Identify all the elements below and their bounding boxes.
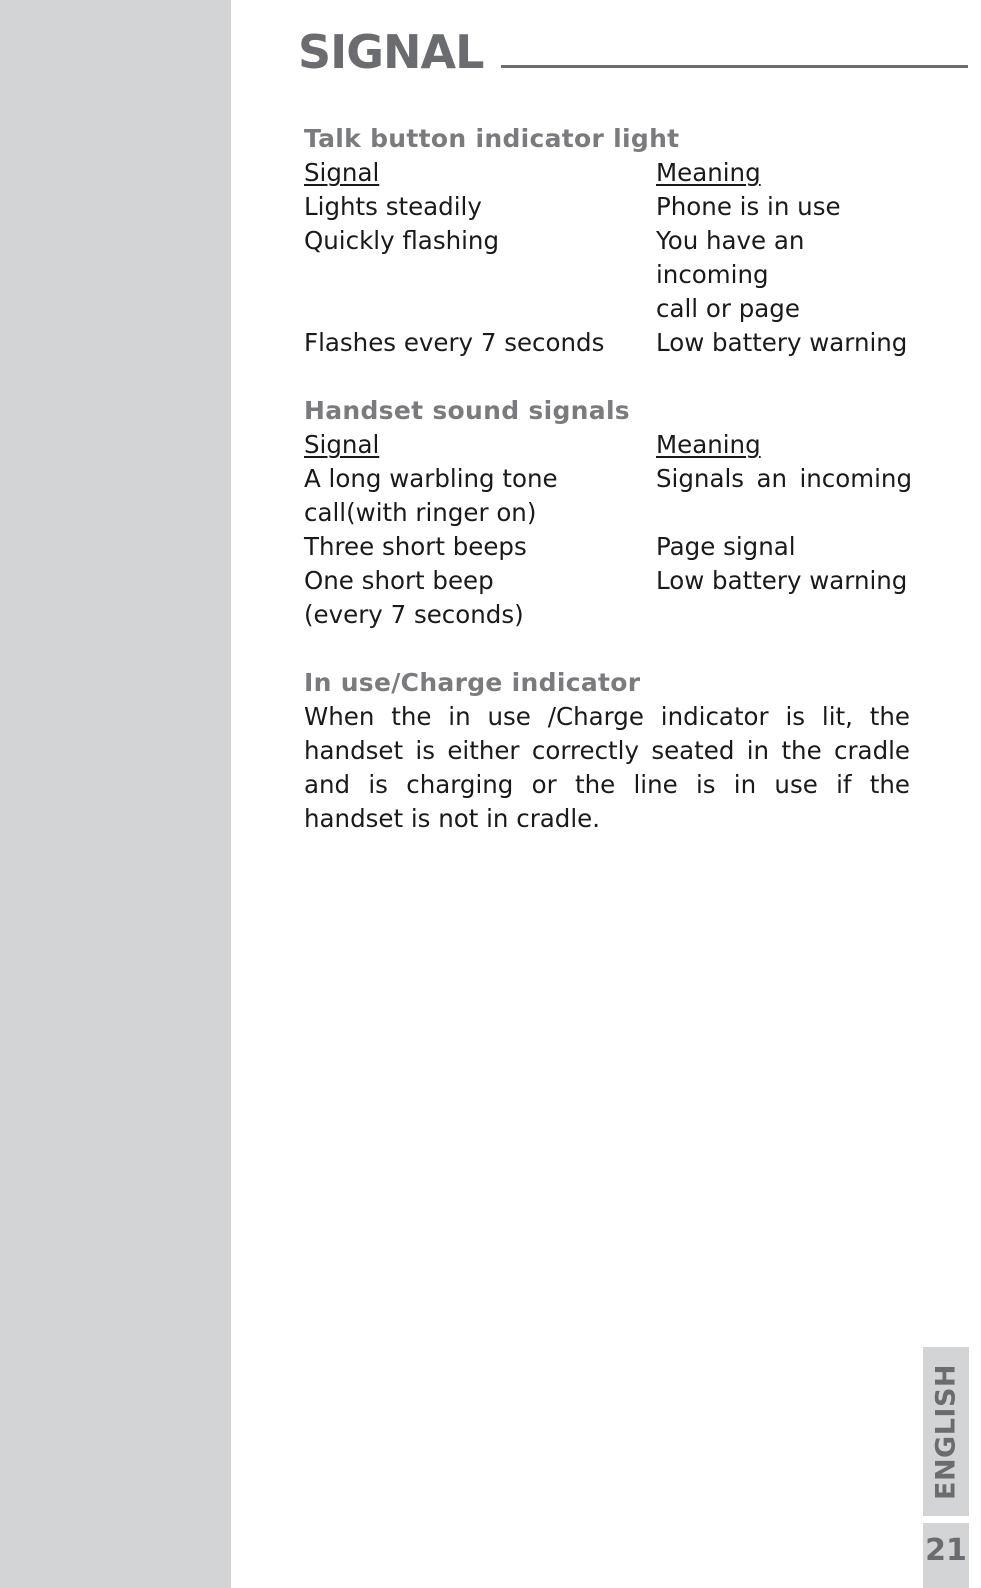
section-heading-in-use-charge: In use/Charge indicator (304, 668, 641, 697)
table-row-continuation (304, 292, 912, 326)
content (304, 122, 912, 836)
meaning-cell: You have an incoming (656, 226, 805, 289)
column-header-meaning: Meaning (656, 430, 761, 459)
table-row-continuation (304, 598, 912, 632)
meaning-cell: Low battery warning (656, 328, 908, 357)
section-heading-handset-sound: Handset sound signals (304, 396, 630, 425)
table-row (304, 224, 912, 292)
in-use-charge-paragraph: When the in use /Charge indicator is lit, the handset is either correctly seated in the cradle and is charging or the line is in use if the handset is not in cradle. (304, 702, 910, 833)
table-header (304, 156, 912, 190)
page-title: SIGNAL (298, 25, 484, 79)
table-row (304, 190, 912, 224)
language-label: ENGLISH (930, 1363, 962, 1500)
signal-cell: A long warbling tone (304, 464, 558, 493)
page-number-box (923, 1523, 969, 1588)
signal-cell: One short beep (304, 566, 494, 595)
table-row-continuation (304, 496, 912, 530)
section-heading-talk-button: Talk button indicator light (304, 124, 680, 153)
signal-cell: Lights steadily (304, 192, 482, 221)
meaning-cell: call or page (656, 294, 800, 323)
meaning-cell: Low battery warning (656, 566, 908, 595)
page-number: 21 (925, 1533, 967, 1568)
sidebar-band (0, 0, 231, 1588)
signal-cell: call(with ringer on) (304, 498, 537, 527)
signal-cell: Quickly flashing (304, 226, 499, 255)
title-rule (501, 65, 968, 68)
meaning-cell: Phone is in use (656, 192, 841, 221)
signal-cell: (every 7 seconds) (304, 600, 524, 629)
meaning-cell: Signals an incoming (656, 464, 912, 493)
language-tab (923, 1347, 969, 1516)
column-header-signal: Signal (304, 430, 380, 459)
table-header (304, 428, 912, 462)
table-row (304, 530, 912, 564)
column-header-meaning: Meaning (656, 158, 761, 187)
meaning-cell: Page signal (656, 532, 796, 561)
table-row (304, 564, 912, 598)
signal-cell: Flashes every 7 seconds (304, 328, 605, 357)
table-row (304, 326, 912, 360)
table-row (304, 462, 912, 496)
signal-cell: Three short beeps (304, 532, 527, 561)
column-header-signal: Signal (304, 158, 380, 187)
